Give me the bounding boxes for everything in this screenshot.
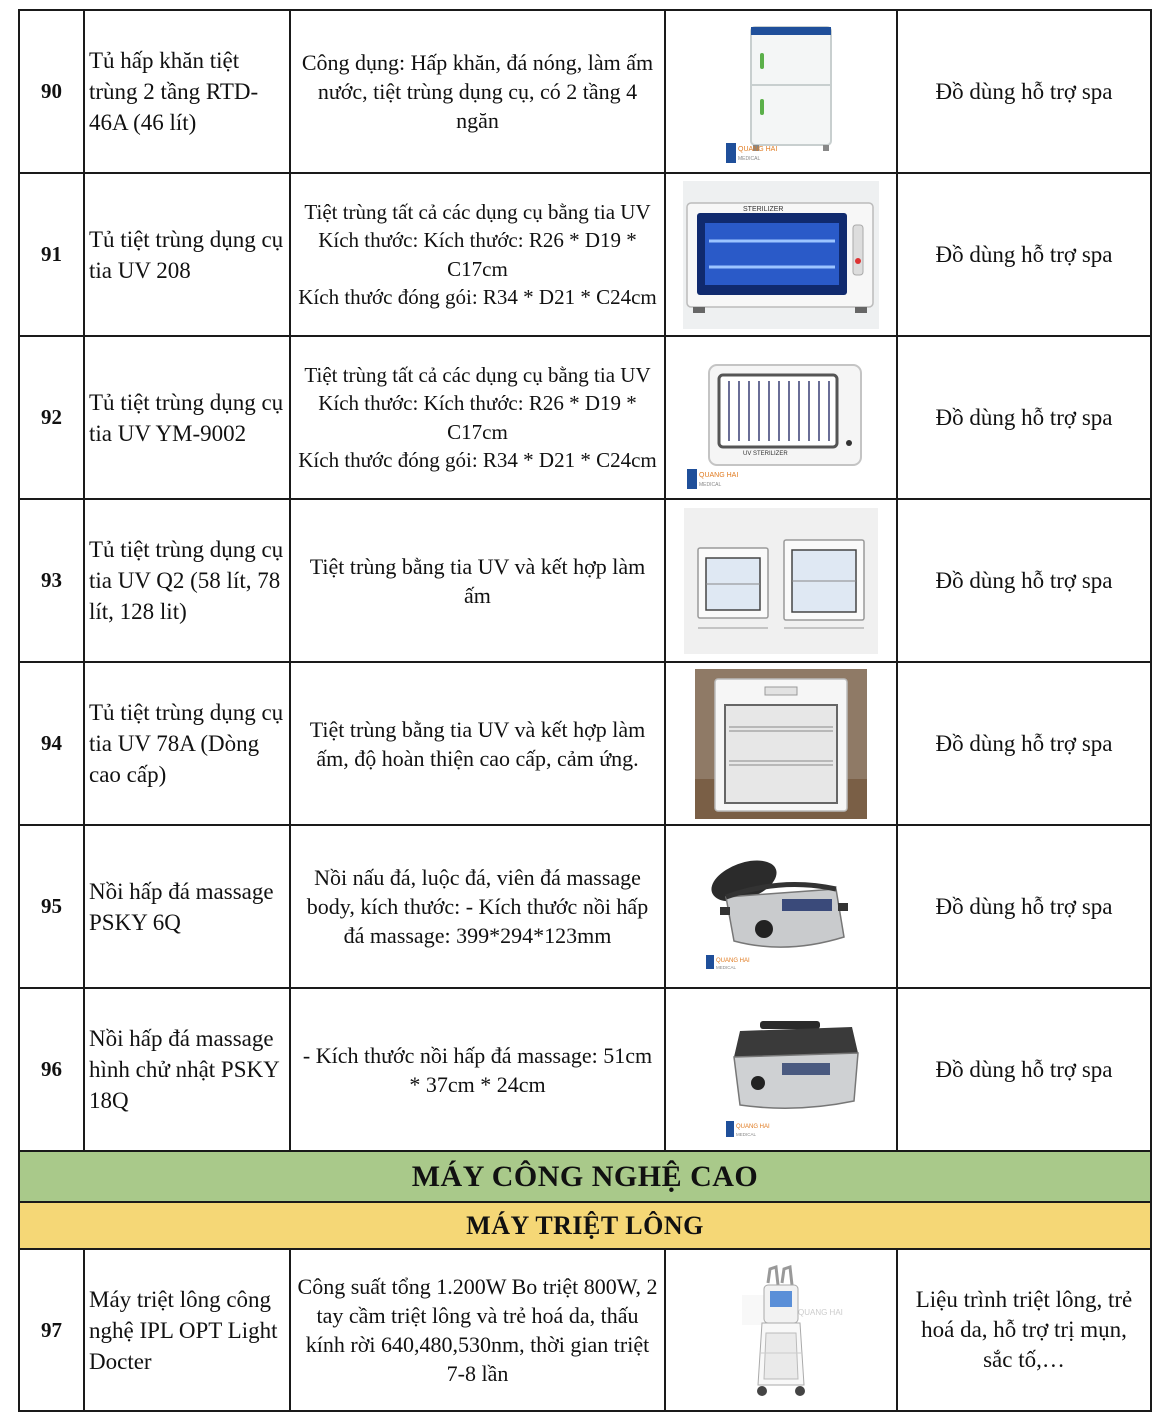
product-image-uv-sterilizer-78a xyxy=(665,662,897,825)
product-category: Đồ dùng hỗ trợ spa xyxy=(897,336,1151,499)
row-index: 96 xyxy=(19,988,84,1151)
product-image-ipl-machine xyxy=(665,1249,897,1411)
product-name: Tủ tiệt trùng dụng cụ tia UV 208 xyxy=(84,173,290,336)
product-image-stone-heater-6q xyxy=(665,825,897,988)
svg-text:MEDICAL: MEDICAL xyxy=(716,964,737,970)
svg-text:UV STERILIZER: UV STERILIZER xyxy=(743,450,788,457)
product-category: Đồ dùng hỗ trợ spa xyxy=(897,10,1151,173)
product-image-stone-heater-18q xyxy=(665,988,897,1151)
product-image-uv-sterilizer-q2 xyxy=(665,499,897,662)
product-description: Tiệt trùng tất cả các dụng cụ bằng tia UV Kích thước: Kích thước: R26 * D19 * C17cm Kích thước đóng gói: R34 * D21 * C24cm xyxy=(290,336,665,499)
svg-text:MEDICAL: MEDICAL xyxy=(738,155,761,162)
product-name: Tủ tiệt trùng dụng cụ tia UV Q2 (58 lít, 78 lít, 128 lit) xyxy=(84,499,290,662)
product-category: Đồ dùng hỗ trợ spa xyxy=(897,499,1151,662)
section-title: MÁY CÔNG NGHỆ CAO xyxy=(19,1151,1151,1202)
svg-text:QUANG HAI: QUANG HAI xyxy=(736,1123,770,1130)
product-table xyxy=(18,9,1152,1412)
product-name: Máy triệt lông công nghệ IPL OPT Light Docter xyxy=(84,1249,290,1411)
row-index: 97 xyxy=(19,1249,84,1411)
product-description: Nồi nấu đá, luộc đá, viên đá massage body, kích thước: - Kích thước nồi hấp đá massage: 399*294*123mm xyxy=(290,825,665,988)
product-description: Công dụng: Hấp khăn, đá nóng, làm ấm nước, tiệt trùng dụng cụ, có 2 tầng 4 ngăn xyxy=(290,10,665,173)
table-row xyxy=(19,173,1151,336)
product-image-towel-cabinet xyxy=(665,10,897,173)
table-row xyxy=(19,499,1151,662)
row-index: 92 xyxy=(19,336,84,499)
row-index: 94 xyxy=(19,662,84,825)
product-category: Đồ dùng hỗ trợ spa xyxy=(897,173,1151,336)
table-row xyxy=(19,988,1151,1151)
row-index: 90 xyxy=(19,10,84,173)
row-index: 95 xyxy=(19,825,84,988)
row-index: 91 xyxy=(19,173,84,336)
product-description: Tiệt trùng tất cả các dụng cụ bằng tia UV Kích thước: Kích thước: R26 * D19 * C17cm Kích thước đóng gói: R34 * D21 * C24cm xyxy=(290,173,665,336)
svg-text:QUANG HAI: QUANG HAI xyxy=(716,957,750,964)
row-index: 93 xyxy=(19,499,84,662)
product-name: Nồi hấp đá massage PSKY 6Q xyxy=(84,825,290,988)
product-description: - Kích thước nồi hấp đá massage: 51cm * 37cm * 24cm xyxy=(290,988,665,1151)
product-name: Tủ hấp khăn tiệt trùng 2 tầng RTD-46A (46 lít) xyxy=(84,10,290,173)
svg-text:STERILIZER: STERILIZER xyxy=(743,205,784,213)
table-row xyxy=(19,1249,1151,1411)
table-row xyxy=(19,825,1151,988)
product-description: Công suất tổng 1.200W Bo triệt 800W, 2 tay cầm triệt lông và trẻ hoá da, thấu kính rời 640,480,530nm, thời gian triệt 7-8 lần xyxy=(290,1249,665,1411)
svg-text:QUANG HAI: QUANG HAI xyxy=(798,1308,843,1317)
product-category: Đồ dùng hỗ trợ spa xyxy=(897,825,1151,988)
product-image-uv-sterilizer-ym9002 xyxy=(665,336,897,499)
product-name: Tủ tiệt trùng dụng cụ tia UV YM-9002 xyxy=(84,336,290,499)
product-name: Tủ tiệt trùng dụng cụ tia UV 78A (Dòng cao cấp) xyxy=(84,662,290,825)
product-description: Tiệt trùng bằng tia UV và kết hợp làm ấm xyxy=(290,499,665,662)
product-category: Đồ dùng hỗ trợ spa xyxy=(897,662,1151,825)
product-category: Đồ dùng hỗ trợ spa xyxy=(897,988,1151,1151)
product-category: Liệu trình triệt lông, trẻ hoá da, hỗ trợ trị mụn, sắc tố,… xyxy=(897,1249,1151,1411)
section-header xyxy=(19,1151,1151,1202)
product-name: Nồi hấp đá massage hình chử nhật PSKY 18Q xyxy=(84,988,290,1151)
svg-text:QUANG HAI: QUANG HAI xyxy=(738,145,778,153)
product-image-uv-sterilizer-208 xyxy=(665,173,897,336)
table-row xyxy=(19,10,1151,173)
table-row xyxy=(19,336,1151,499)
product-description: Tiệt trùng bằng tia UV và kết hợp làm ấm, độ hoàn thiện cao cấp, cảm ứng. xyxy=(290,662,665,825)
svg-text:QUANG HAI: QUANG HAI xyxy=(699,471,739,479)
subsection-title: MÁY TRIỆT LÔNG xyxy=(19,1202,1151,1249)
table-row xyxy=(19,662,1151,825)
svg-text:MEDICAL: MEDICAL xyxy=(736,1131,757,1137)
subsection-header xyxy=(19,1202,1151,1249)
svg-text:MEDICAL: MEDICAL xyxy=(699,481,722,488)
